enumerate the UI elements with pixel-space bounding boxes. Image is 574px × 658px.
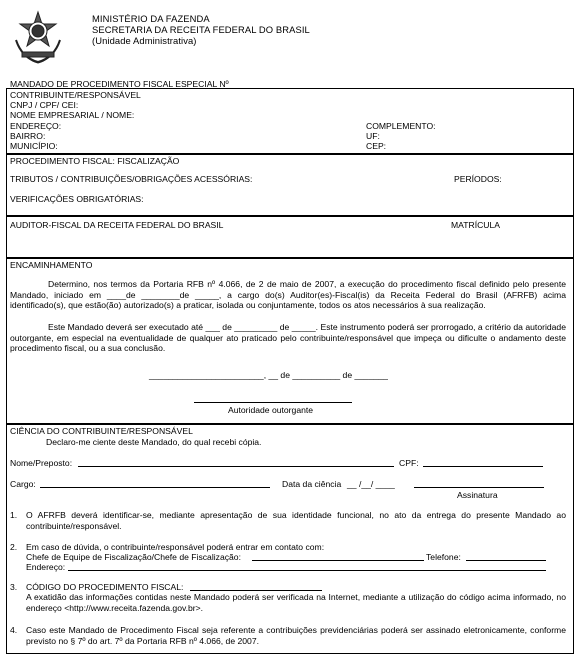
cargo-label: Cargo: [10, 479, 36, 489]
note-1-text: O AFRFB deverá identificar-se, mediante apresentação de sua identidade funcional, no ato da entrega do presente Mandado ao contribuinte/responsável. [26, 510, 566, 531]
nome-label: NOME EMPRESARIAL / NOME: [10, 110, 135, 120]
codigo-field[interactable] [190, 590, 322, 591]
nome-preposto-field[interactable] [78, 466, 394, 467]
authority-signature-label: Autoridade outorgante [228, 405, 314, 415]
ciencia-section [6, 424, 574, 654]
secretariat-name: SECRETARIA DA RECEITA FEDERAL DO BRASIL [92, 24, 310, 35]
note-number: 4. [10, 625, 18, 635]
note-2-text: Em caso de dúvida, o contribuinte/responsável poderá entrar em contato com: [26, 542, 325, 552]
endereco-label: ENDEREÇO: [10, 121, 62, 131]
bairro-label: BAIRRO: [10, 131, 46, 141]
encaminhamento-paragraph-2: Este Mandado deverá ser executado até ___ de _________ de _____. Este instrumento poderá ser prorrogado, a critério da autoridade outorgante, em especial na eventualidade de qualquer ato praticado pelo contribuinte/responsável que impeça ou dificulte o andamento deste procedimento fiscal, ou a sua conclusão. [10, 322, 566, 354]
nome-preposto-label: Nome/Preposto: [10, 458, 73, 468]
matricula-label: MATRÍCULA [451, 220, 501, 230]
encaminhamento-heading: ENCAMINHAMENTO [10, 260, 93, 270]
note-number: 3. [10, 582, 18, 592]
codigo-label: CÓDIGO DO PROCEDIMENTO FISCAL: [26, 582, 184, 592]
note-4-text: Caso este Mandado de Procedimento Fiscal seja referente a contribuições previdenciárias poderá ser assinado eletronicamente, conforme previsto no § 7º do art. 7º da Portaria RFB nº 4.066, de 2007. [26, 625, 566, 646]
telefone-field[interactable] [466, 560, 546, 561]
contribuinte-heading: CONTRIBUINTE/RESPONSÁVEL [10, 90, 141, 100]
tributos-label: TRIBUTOS / CONTRIBUIÇÕES/OBRIGAÇÕES ACESSÓRIAS: [10, 174, 253, 184]
verificacoes-label: VERIFICAÇÕES OBRIGATÓRIAS: [10, 194, 144, 204]
data-ciencia-label: Data da ciência [282, 479, 342, 489]
endereco-contato-field[interactable] [68, 570, 546, 571]
mandado-title: MANDADO DE PROCEDIMENTO FISCAL ESPECIAL Nº ________________ [10, 79, 308, 89]
authority-signature-line [194, 402, 352, 403]
chefe-field[interactable] [252, 560, 424, 561]
chefe-label: Chefe de Equipe de Fiscalização/Chefe de Fiscalização: [26, 552, 241, 562]
ciencia-declaration: Declaro-me ciente deste Mandado, do qual recebi cópia. [46, 437, 262, 447]
cpf-field[interactable] [423, 466, 543, 467]
cnpj-label: CNPJ / CPF/ CEI: [10, 100, 79, 110]
cpf-label: CPF: [399, 458, 419, 468]
assinatura-label: Assinatura [457, 490, 498, 500]
complemento-label: COMPLEMENTO: [366, 121, 436, 131]
cep-label: CEP: [366, 141, 387, 151]
data-ciencia-field[interactable]: __ /__/ ____ [347, 479, 395, 489]
endereco-contato-label: Endereço: [26, 562, 66, 572]
telefone-label: Telefone: [426, 552, 461, 562]
procedimento-heading: PROCEDIMENTO FISCAL: FISCALIZAÇÃO [10, 156, 180, 166]
uf-label: UF: [366, 131, 380, 141]
ciencia-heading: CIÊNCIA DO CONTRIBUINTE/RESPONSÁVEL [10, 426, 193, 436]
periodos-label: PERÍODOS: [454, 174, 502, 184]
unit-name: (Unidade Administrativa) [92, 35, 197, 46]
note-number: 1. [10, 510, 18, 520]
place-date-line: ________________________, __ de __________ de _______ [149, 370, 388, 380]
encaminhamento-paragraph-1: Determino, nos termos da Portaria RFB nº 4.066, de 2 de maio de 2007, a execução do procedimento fiscal definido pelo presente Mandado, iniciado em ____de ________de _____, a cargo do(s) Auditor(es)-Fiscal(is) da Receita Federal do Brasil (AFRFB) acima identificado(s), que estão(ão) autorizado(s) a praticar, isolada ou conjuntamente, todos os atos necessários à sua realização. [10, 279, 566, 311]
auditor-heading: AUDITOR-FISCAL DA RECEITA FEDERAL DO BRASIL [10, 220, 224, 230]
municipio-label: MUNICÍPIO: [10, 141, 58, 151]
signature-field[interactable] [414, 487, 544, 488]
cargo-field[interactable] [40, 487, 270, 488]
note-3-text: A exatidão das informações contidas neste Mandado poderá ser verificada na Internet, mediante a utilização do código acima informado, no endereço <http://www.receita.fazenda.gov.br>. [26, 592, 566, 613]
note-number: 2. [10, 542, 18, 552]
brazil-coat-of-arms-icon [12, 10, 64, 66]
ministry-name: MINISTÉRIO DA FAZENDA [92, 13, 210, 24]
